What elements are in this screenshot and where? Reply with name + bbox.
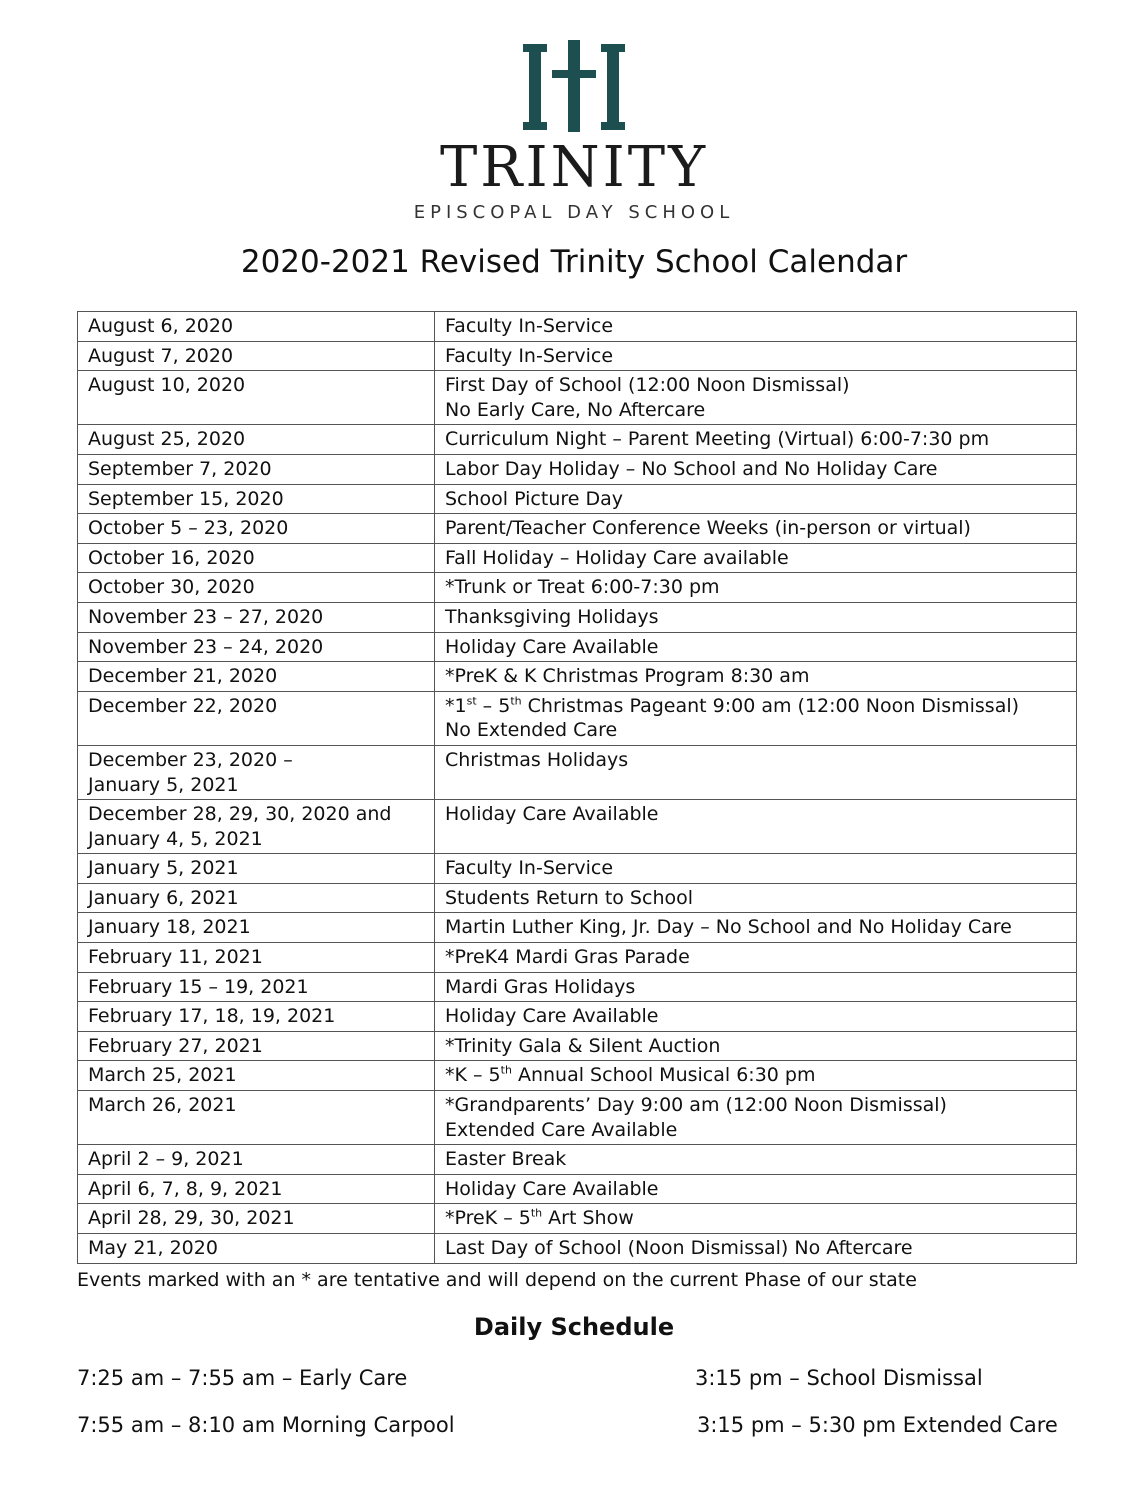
logo-subtitle: EPISCOPAL DAY SCHOOL — [413, 202, 735, 223]
event-cell: Holiday Care Available — [435, 1174, 1077, 1204]
event-cell — [435, 1091, 1077, 1145]
event-line: Extended Care Available — [445, 1118, 678, 1141]
event-cell: *Trinity Gala & Silent Auction — [435, 1031, 1077, 1061]
table-row — [78, 371, 1077, 425]
event-cell: School Picture Day — [435, 484, 1077, 514]
event-cell: Faculty In-Service — [435, 854, 1077, 884]
date-cell: February 27, 2021 — [78, 1031, 435, 1061]
date-cell: October 16, 2020 — [78, 543, 435, 573]
event-cell: Christmas Holidays — [435, 745, 1077, 799]
event-cell: Students Return to School — [435, 883, 1077, 913]
early-care-time: 7:25 am – 7:55 am – Early Care — [77, 1366, 408, 1390]
table-row — [78, 425, 1077, 455]
event-cell: Thanksgiving Holidays — [435, 602, 1077, 632]
table-row — [78, 602, 1077, 632]
event-line: No Extended Care — [445, 719, 618, 742]
date-line: December 28, 29, 30, 2020 and — [88, 803, 392, 826]
date-cell: October 30, 2020 — [78, 573, 435, 603]
date-cell: August 6, 2020 — [78, 312, 435, 342]
extended-care-time: 3:15 pm – 5:30 pm Extended Care — [697, 1413, 1058, 1437]
table-row — [78, 454, 1077, 484]
event-cell: Easter Break — [435, 1145, 1077, 1175]
table-row — [78, 1002, 1077, 1032]
event-line: *1st – 5th Christmas Pageant 9:00 am (12:00 Noon Dismissal) — [445, 694, 1020, 717]
date-line: December 23, 2020 – — [88, 748, 293, 771]
date-cell: April 28, 29, 30, 2021 — [78, 1204, 435, 1234]
table-row — [78, 1145, 1077, 1175]
table-row — [78, 632, 1077, 662]
daily-schedule-heading: Daily Schedule — [473, 1313, 675, 1341]
morning-carpool-time: 7:55 am – 8:10 am Morning Carpool — [77, 1413, 455, 1437]
date-cell: September 15, 2020 — [78, 484, 435, 514]
table-row — [78, 543, 1077, 573]
table-row — [78, 691, 1077, 745]
event-cell: Curriculum Night – Parent Meeting (Virtual) 6:00-7:30 pm — [435, 425, 1077, 455]
table-row — [78, 1174, 1077, 1204]
date-cell: December 21, 2020 — [78, 662, 435, 692]
event-cell: *Trunk or Treat 6:00-7:30 pm — [435, 573, 1077, 603]
date-cell: September 7, 2020 — [78, 454, 435, 484]
date-cell: February 11, 2021 — [78, 943, 435, 973]
date-cell: October 5 – 23, 2020 — [78, 514, 435, 544]
event-cell: Holiday Care Available — [435, 800, 1077, 854]
table-row — [78, 943, 1077, 973]
table-row — [78, 854, 1077, 884]
date-cell: November 23 – 24, 2020 — [78, 632, 435, 662]
date-cell: April 2 – 9, 2021 — [78, 1145, 435, 1175]
logo-wordmark: TRINITY — [439, 135, 709, 200]
tentative-footnote: Events marked with an * are tentative and will depend on the current Phase of our state — [77, 1269, 917, 1291]
date-cell: March 25, 2021 — [78, 1061, 435, 1091]
trinity-cross-logo-icon — [519, 40, 629, 136]
page-title: 2020-2021 Revised Trinity School Calendar — [240, 244, 908, 280]
event-cell: Holiday Care Available — [435, 1002, 1077, 1032]
event-cell: Faculty In-Service — [435, 312, 1077, 342]
date-line: January 5, 2021 — [88, 773, 239, 796]
event-cell: Last Day of School (Noon Dismissal) No Aftercare — [435, 1234, 1077, 1264]
date-cell: August 10, 2020 — [78, 371, 435, 425]
date-cell: May 21, 2020 — [78, 1234, 435, 1264]
date-cell: August 25, 2020 — [78, 425, 435, 455]
date-cell: January 5, 2021 — [78, 854, 435, 884]
event-cell: Labor Day Holiday – No School and No Holiday Care — [435, 454, 1077, 484]
table-row — [78, 662, 1077, 692]
date-cell: February 15 – 19, 2021 — [78, 972, 435, 1002]
date-cell: January 18, 2021 — [78, 913, 435, 943]
event-cell: Mardi Gras Holidays — [435, 972, 1077, 1002]
table-row — [78, 1031, 1077, 1061]
event-cell: Holiday Care Available — [435, 632, 1077, 662]
table-row — [78, 972, 1077, 1002]
table-row — [78, 1234, 1077, 1264]
table-row — [78, 883, 1077, 913]
table-row — [78, 1061, 1077, 1091]
date-cell: April 6, 7, 8, 9, 2021 — [78, 1174, 435, 1204]
event-cell: Faculty In-Service — [435, 341, 1077, 371]
table-row — [78, 573, 1077, 603]
table-row — [78, 1091, 1077, 1145]
table-row — [78, 1204, 1077, 1234]
table-row — [78, 800, 1077, 854]
event-cell: *K – 5th Annual School Musical 6:30 pm — [435, 1061, 1077, 1091]
date-cell: August 7, 2020 — [78, 341, 435, 371]
table-row — [78, 312, 1077, 342]
event-cell: *PreK & K Christmas Program 8:30 am — [435, 662, 1077, 692]
event-cell — [435, 691, 1077, 745]
table-row — [78, 514, 1077, 544]
table-row — [78, 484, 1077, 514]
event-line: *Grandparents’ Day 9:00 am (12:00 Noon Dismissal) — [445, 1094, 947, 1117]
event-cell: Martin Luther King, Jr. Day – No School and No Holiday Care — [435, 913, 1077, 943]
table-row — [78, 341, 1077, 371]
event-line: No Early Care, No Aftercare — [445, 398, 706, 421]
table-row — [78, 745, 1077, 799]
date-line: January 4, 5, 2021 — [88, 827, 263, 850]
event-cell — [435, 371, 1077, 425]
calendar-table — [77, 311, 1077, 1264]
date-cell: March 26, 2021 — [78, 1091, 435, 1145]
date-cell — [78, 800, 435, 854]
date-cell: December 22, 2020 — [78, 691, 435, 745]
date-cell — [78, 745, 435, 799]
event-line: First Day of School (12:00 Noon Dismissal) — [445, 374, 850, 397]
event-cell: *PreK – 5th Art Show — [435, 1204, 1077, 1234]
school-dismissal-time: 3:15 pm – School Dismissal — [695, 1366, 983, 1390]
school-logo — [0, 40, 1148, 224]
date-cell: January 6, 2021 — [78, 883, 435, 913]
event-cell: *PreK4 Mardi Gras Parade — [435, 943, 1077, 973]
table-row — [78, 913, 1077, 943]
event-cell: Parent/Teacher Conference Weeks (in-person or virtual) — [435, 514, 1077, 544]
event-cell: Fall Holiday – Holiday Care available — [435, 543, 1077, 573]
date-cell: February 17, 18, 19, 2021 — [78, 1002, 435, 1032]
date-cell: November 23 – 27, 2020 — [78, 602, 435, 632]
